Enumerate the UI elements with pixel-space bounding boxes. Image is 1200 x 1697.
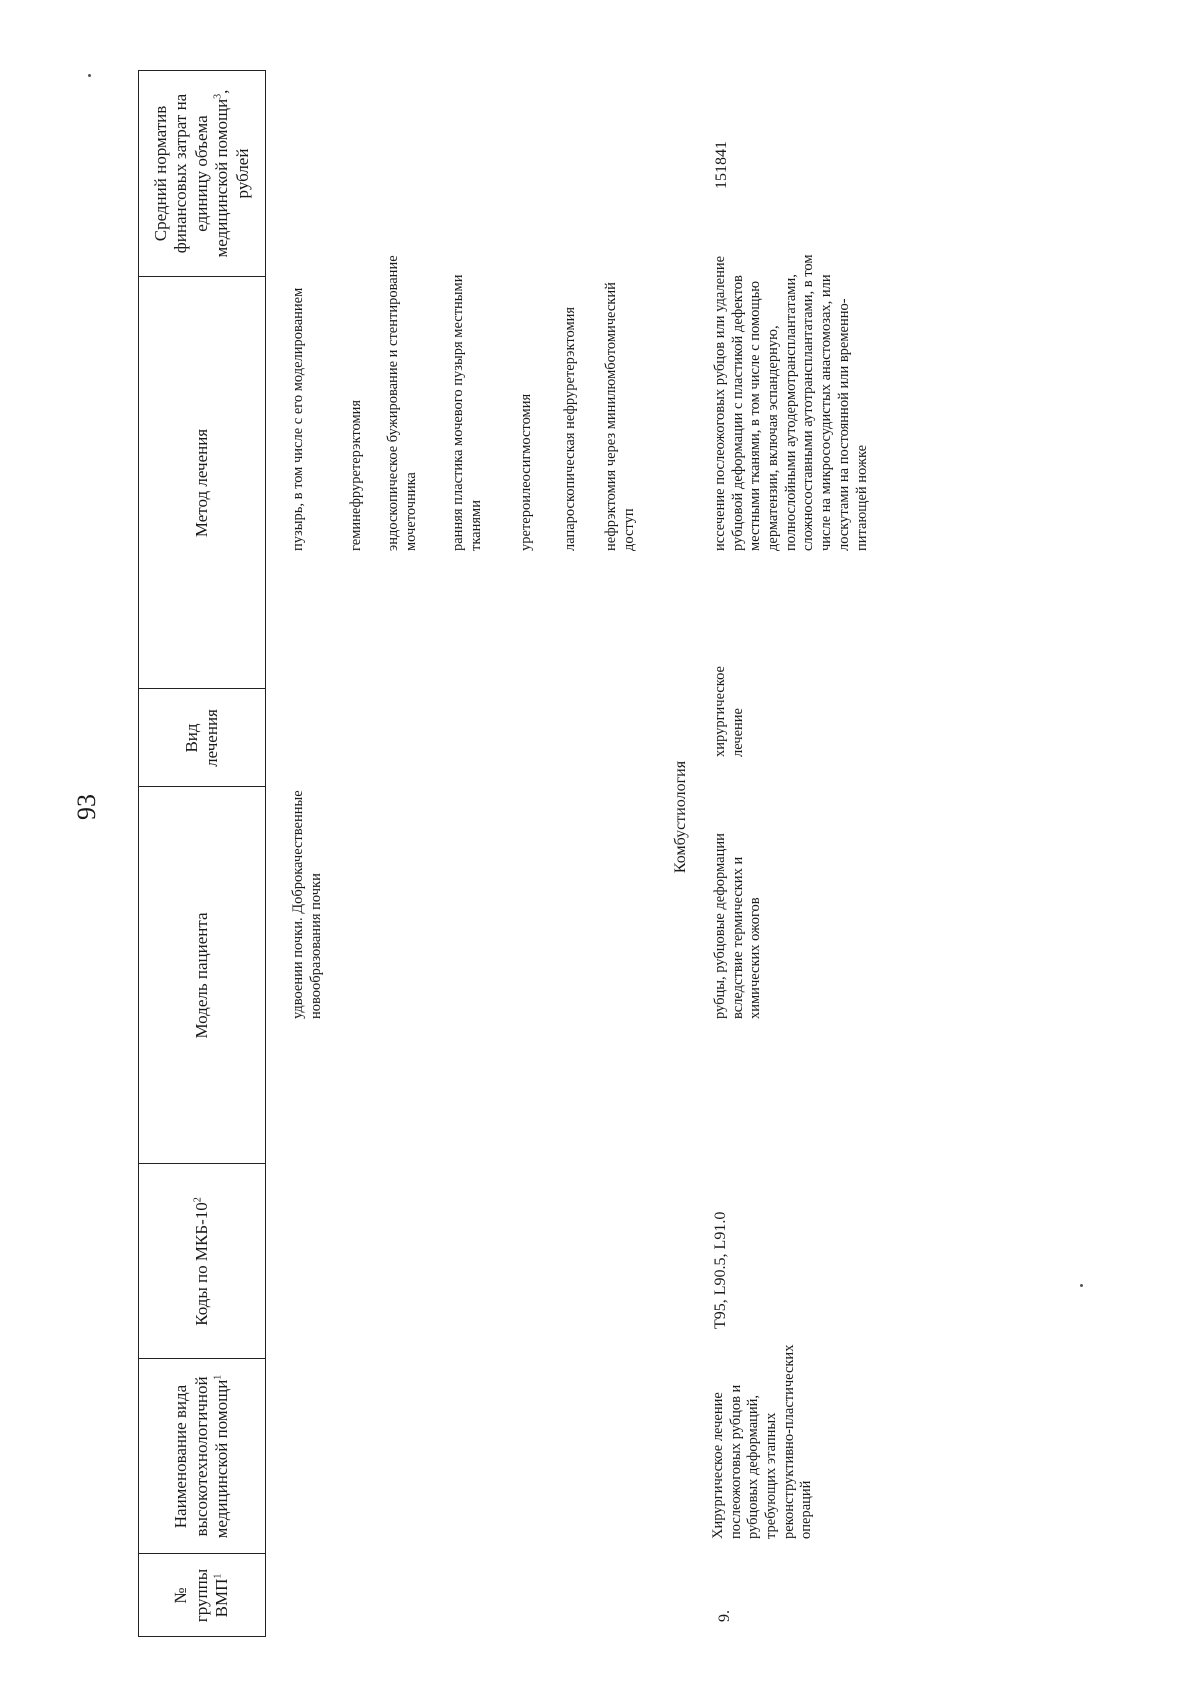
- header-patient-model: Модель пациента: [191, 912, 211, 1039]
- method-item: пузырь, в том числе с его моделированием: [290, 287, 306, 551]
- method-item: нефрэктомия через минилюмботомический доступ: [603, 282, 637, 551]
- header-treatment-method: Метод лечения: [191, 428, 211, 538]
- continuation-patient-model: удвоении почки. Доброкачественные новообразования почки: [290, 790, 324, 1019]
- page-number: 93: [72, 794, 101, 820]
- method-item: уретероилеосигмостомия: [518, 393, 534, 551]
- scan-speck: [88, 74, 91, 77]
- header-icd-codes: Коды по МКБ-$10^2$: [191, 1197, 211, 1326]
- method-item: эндоскопическое бужирование и стентирование мочеточника: [385, 255, 419, 551]
- row-vmp-name: Хирургическое лечение послеожоговых рубцов и рубцовых деформаций, требующих этапных реконструктивно-пластических операций: [710, 1344, 815, 1539]
- section-title: Комбустиология: [672, 760, 689, 874]
- scan-speck: [1080, 1284, 1083, 1287]
- row-treatment-method: иссечение послеожоговых рубцов или удаление рубцовой деформации с пластикой дефектов местными тканями, в том числе с помощью дерматензии, включая эспандерную, полнослойными аутодермотрансплантатами, сложносоставными аутотрансплантатами, в том числе на микрососудистых анастомозах, или лоскутами на постоянной или временно-питающей ножке: [712, 254, 870, 551]
- method-item: лапароскопическая нефруретерэктомия: [562, 306, 578, 551]
- row-treatment-type: хирургическое лечение: [712, 666, 746, 757]
- method-item: геминефруретерэктомия: [348, 399, 364, 551]
- row-icd-codes: T95, L90.5, L91.0: [712, 1211, 729, 1329]
- row-number: 9.: [716, 1610, 733, 1622]
- header-average-cost: Средний норматив финансовых затрат на единицу объема медицинской помощи$^3$, рублей: [151, 89, 252, 258]
- row-average-cost: 151841: [713, 141, 730, 189]
- header-vmp-name: Наименование вида высокотехнологичной медицинской помощи$^1$: [171, 1374, 232, 1539]
- method-item: ранняя пластика мочевого пузыря местными тканями: [450, 274, 484, 551]
- header-treatment-type: Вид лечения: [181, 709, 221, 767]
- row-patient-model: рубцы, рубцовые деформации вследствие термических и химических ожогов: [712, 833, 764, 1019]
- header-group-number: № группы ВМП$^1$: [171, 1568, 232, 1623]
